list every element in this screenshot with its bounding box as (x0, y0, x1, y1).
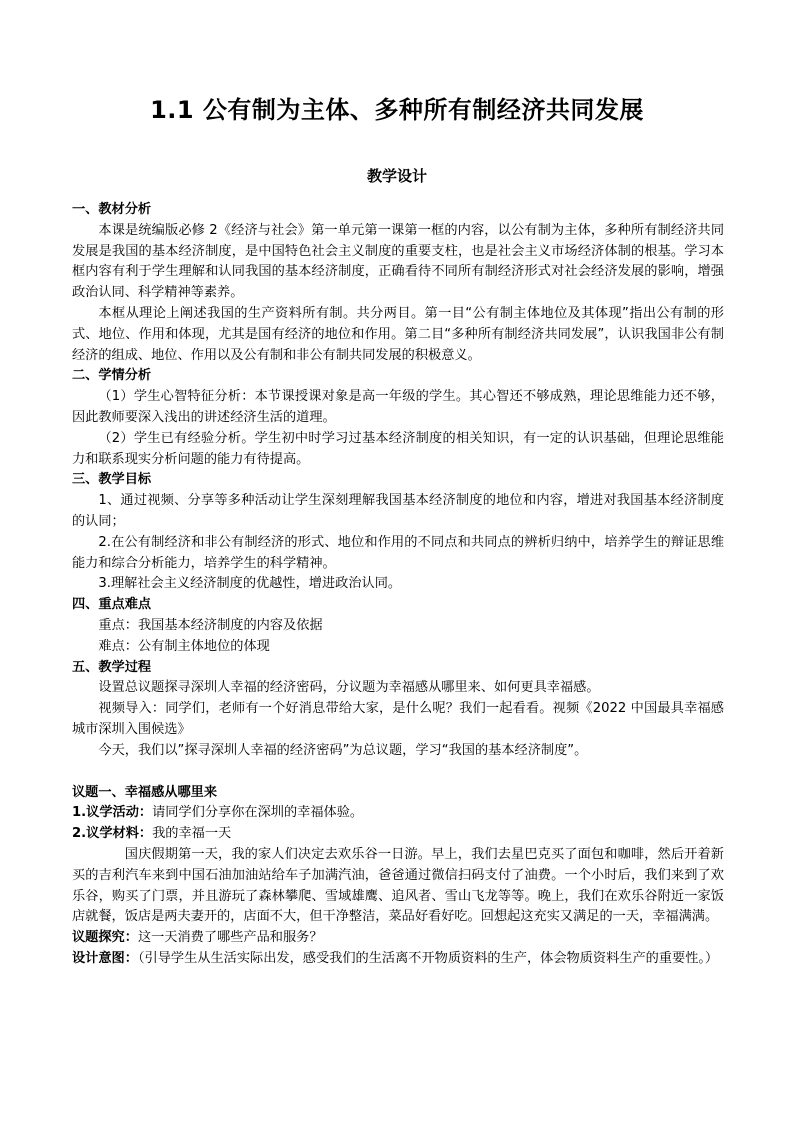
intent-text: （引导学生从生活实际出发，感受我们的生活离不开物质资料的生产，体会物质资料生产的重要性。） (137, 950, 719, 966)
material-label: 2.议学材料： (72, 826, 153, 842)
section-heading-textbook-analysis: 一、教材分析 (72, 202, 152, 217)
paragraph: 今天，我们以”探寻深圳人幸福的经济密码”为总议题，学习“我国的基本经济制度”。 (98, 742, 588, 758)
page-title: 1.1 公有制为主体、多种所有制经济共同发展 (150, 96, 644, 124)
section-heading-teaching-process: 五、教学过程 (72, 659, 152, 675)
section-heading-teaching-goals: 三、教学目标 (72, 472, 152, 488)
activity-text: 请同学们分享你在深圳的幸福体验。 (152, 805, 364, 821)
paragraph: 视频导入：同学们，老师有一个好消息带给大家，是什么呢？我们一起看看。视频《2022 中国最具幸福感城市深圳入围候选》 (72, 701, 724, 737)
page-subtitle: 教学设计 (366, 167, 427, 185)
paragraph: 设置总议题探寻深圳人幸福的经济密码，分议题为幸福感从哪里来、如何更具幸福感。 (98, 680, 600, 696)
paragraph: 1、通过视频、分享等多种活动让学生深刻理解我国基本经济制度的地位和内容，增进对我国基本经济制度的认同； (72, 493, 724, 529)
material-line (72, 824, 724, 845)
paragraph: 难点：公有制主体地位的体现 (98, 638, 270, 654)
explore-line (72, 928, 724, 949)
intent-label: 设计意图： (72, 950, 138, 966)
material-text: 我的幸福一天 (152, 826, 232, 842)
paragraph: 本课是统编版必修 2《经济与社会》第一单元第一课第一框的内容，以公有制为主体，多种所有制经济共同发展是我国的基本经济制度，是中国特色社会主义制度的重要支柱，也是社会主义市场经济体制的根基。学习本框内容有利于学生理解和认同我国的基本经济制度，正确看待不同所有制经济形式对社会经济发展的影响，增强政治认同、科学精神等素养。 (72, 222, 724, 301)
explore-label: 议题探究： (72, 930, 138, 946)
paragraph: 本框从理论上阐述我国的生产资料所有制。共分两目。第一目“公有制主体地位及其体现”指出公有制的形式、地位、作用和体现，尤其是国有经济的地位和作用。第二目“多种所有制经济共同发展”，认识我国非公有制经济的组成、地位、作用以及公有制和非公有制共同发展的积极意义。 (72, 305, 724, 363)
paragraph: （2）学生已有经验分析。学生初中时学习过基本经济制度的相关知识，有一定的认识基础，但理论思维能力和联系现实分析问题的能力有待提高。 (72, 430, 724, 467)
section-heading-key-points: 四、重点难点 (72, 597, 152, 613)
story-paragraph: 国庆假期第一天，我的家人们决定去欢乐谷一日游。早上，我们去星巴克买了面包和咖啡，然后开着新买的吉利汽车来到中国石油加油站给车子加满汽油，爸爸通过微信扫码支付了油费。一个小时后，我们来到了欢乐谷，购买了门票，并且游玩了森林攀爬、雪域雄鹰、追风者、雪山飞龙等等。晚上，我们在欢乐谷附近一家饭店就餐，饭店是两夫妻开的，店面不大，但干净整洁，菜品好看好吃。回想起这充实又满足的一天，幸福满满。 (72, 846, 724, 925)
activity-line (72, 803, 724, 824)
paragraph: 重点：我国基本经济制度的内容及依据 (98, 617, 323, 633)
topic-heading: 议题一、幸福感从哪里来 (72, 784, 218, 800)
paragraph: （1）学生心智特征分析：本节课授课对象是高一年级的学生。其心智还不够成熟，理论思维能力还不够，因此教师要深入浅出的讲述经济生活的道理。 (72, 389, 724, 425)
spacer (72, 762, 724, 783)
activity-label: 1.议学活动： (72, 805, 153, 821)
document-body (72, 200, 724, 970)
paragraph: 2.在公有制经济和非公有制经济的形式、地位和作用的不同点和共同点的辨析归纳中，培养学生的辩证思维能力和综合分析能力，培养学生的科学精神。 (72, 534, 724, 571)
section-heading-student-analysis: 二、学情分析 (72, 368, 152, 384)
intent-line (72, 949, 724, 970)
explore-text: 这一天消费了哪些产品和服务？ (137, 930, 323, 946)
paragraph: 3.理解社会主义经济制度的优越性，增进政治认同。 (98, 576, 402, 592)
